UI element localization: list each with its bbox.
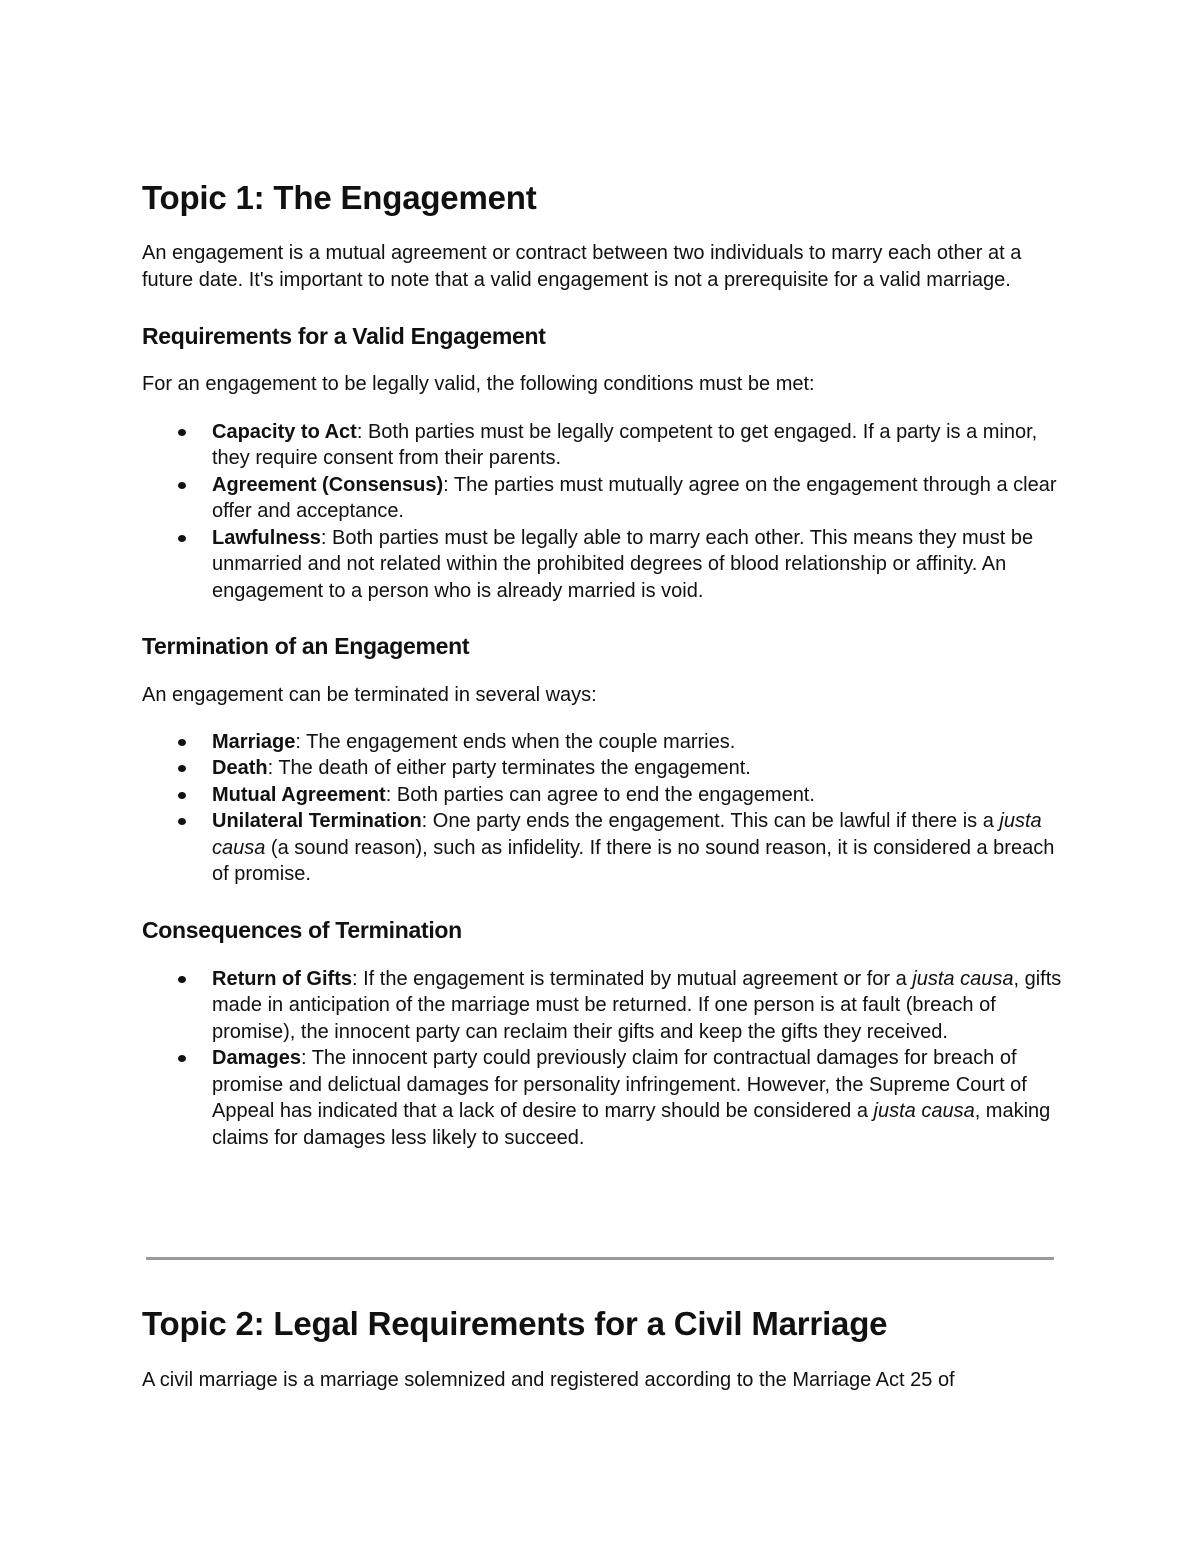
bullet-icon [178, 535, 186, 542]
item-text: : One party ends the engagement. This can be lawful if there is a [421, 810, 1000, 832]
item-term: Damages [212, 1047, 301, 1069]
list-item [212, 729, 1062, 756]
list-item [212, 1045, 1062, 1151]
termination-heading: Termination of an Engagement [142, 633, 470, 659]
topic-2-title: Topic 2: Legal Requirements for a Civil Marriage [142, 1305, 888, 1342]
requirements-heading: Requirements for a Valid Engagement [142, 323, 546, 349]
consequences-heading: Consequences of Termination [142, 916, 462, 943]
bullet-icon [178, 1055, 186, 1062]
item-term: Agreement (Consensus) [212, 473, 444, 496]
bullet-icon [178, 482, 186, 489]
item-text-continued: , gifts made in anticipation of the marriage must be returned. If one person is at fault (breach of promise), the innocent party can reclaim their gifts and keep the gifts they received. [212, 967, 1062, 1043]
bullet-icon [178, 792, 186, 799]
bullet-icon [178, 765, 186, 772]
item-text: : Both parties must be legally competent to get engaged. If a party is a minor, they require consent from their parents. [212, 420, 1038, 469]
list-item [212, 755, 1062, 782]
document-page [142, 176, 1062, 1151]
item-term: Death [212, 757, 268, 779]
list-item [212, 472, 1062, 525]
requirements-intro: For an engagement to be legally valid, the following conditions must be met: [142, 373, 815, 395]
termination-list [142, 729, 1062, 888]
requirements-list [142, 419, 1062, 605]
topic-1-title: Topic 1: The Engagement [142, 179, 537, 216]
bullet-icon [178, 429, 186, 436]
list-item [212, 525, 1062, 605]
list-item [212, 966, 1062, 1046]
bullet-icon [178, 818, 186, 825]
topic-2-intro: A civil marriage is a marriage solemnized and registered according to the Marriage Act 25 of [142, 1369, 955, 1391]
topic-1-intro: An engagement is a mutual agreement or contract between two individuals to marry each other at a future date. It's important to note that a valid engagement is not a prerequisite for a valid marriage. [142, 242, 1022, 291]
item-text-continued: (a sound reason), such as infidelity. If there is no sound reason, it is considered a breach of promise. [212, 836, 1055, 885]
item-italic: justa causa [912, 967, 1014, 990]
item-text: : Both parties can agree to end the engagement. [385, 783, 815, 806]
list-item [212, 808, 1062, 888]
item-term: Return of Gifts [212, 967, 352, 990]
item-term: Mutual Agreement [212, 783, 386, 806]
item-italic: justa causa [212, 810, 1042, 859]
item-term: Lawfulness [212, 526, 321, 549]
item-italic: justa causa [873, 1100, 975, 1122]
item-term: Unilateral Termination [212, 810, 422, 832]
item-text-continued: , making claims for damages less likely to succeed. [212, 1100, 1051, 1149]
item-term: Capacity to Act [212, 420, 357, 443]
list-item [212, 419, 1062, 472]
item-text: : The innocent party could previously claim for contractual damages for breach of promise and delictual damages for personality infringement. However, the Supreme Court of Appeal has indicated that a lack of desire to marry should be considered a [212, 1047, 1027, 1122]
item-text: : The parties must mutually agree on the engagement through a clear offer and acceptance. [212, 473, 1057, 522]
item-term: Marriage [212, 730, 296, 753]
document-page-continued [142, 1302, 1062, 1394]
item-text: : Both parties must be legally able to marry each other. This means they must be unmarried and not related within the prohibited degrees of blood relationship or affinity. An engagement to a person who is already married is void. [212, 526, 1034, 602]
bullet-icon [178, 739, 186, 746]
bullet-icon [178, 976, 186, 983]
item-text: : The engagement ends when the couple marries. [295, 730, 736, 753]
consequences-list [142, 966, 1062, 1152]
termination-intro: An engagement can be terminated in several ways: [142, 684, 597, 706]
item-text: : The death of either party terminates the engagement. [267, 757, 751, 779]
item-text: : If the engagement is terminated by mutual agreement or for a [352, 967, 913, 990]
horizontal-divider [146, 1257, 1054, 1260]
list-item [212, 782, 1062, 809]
